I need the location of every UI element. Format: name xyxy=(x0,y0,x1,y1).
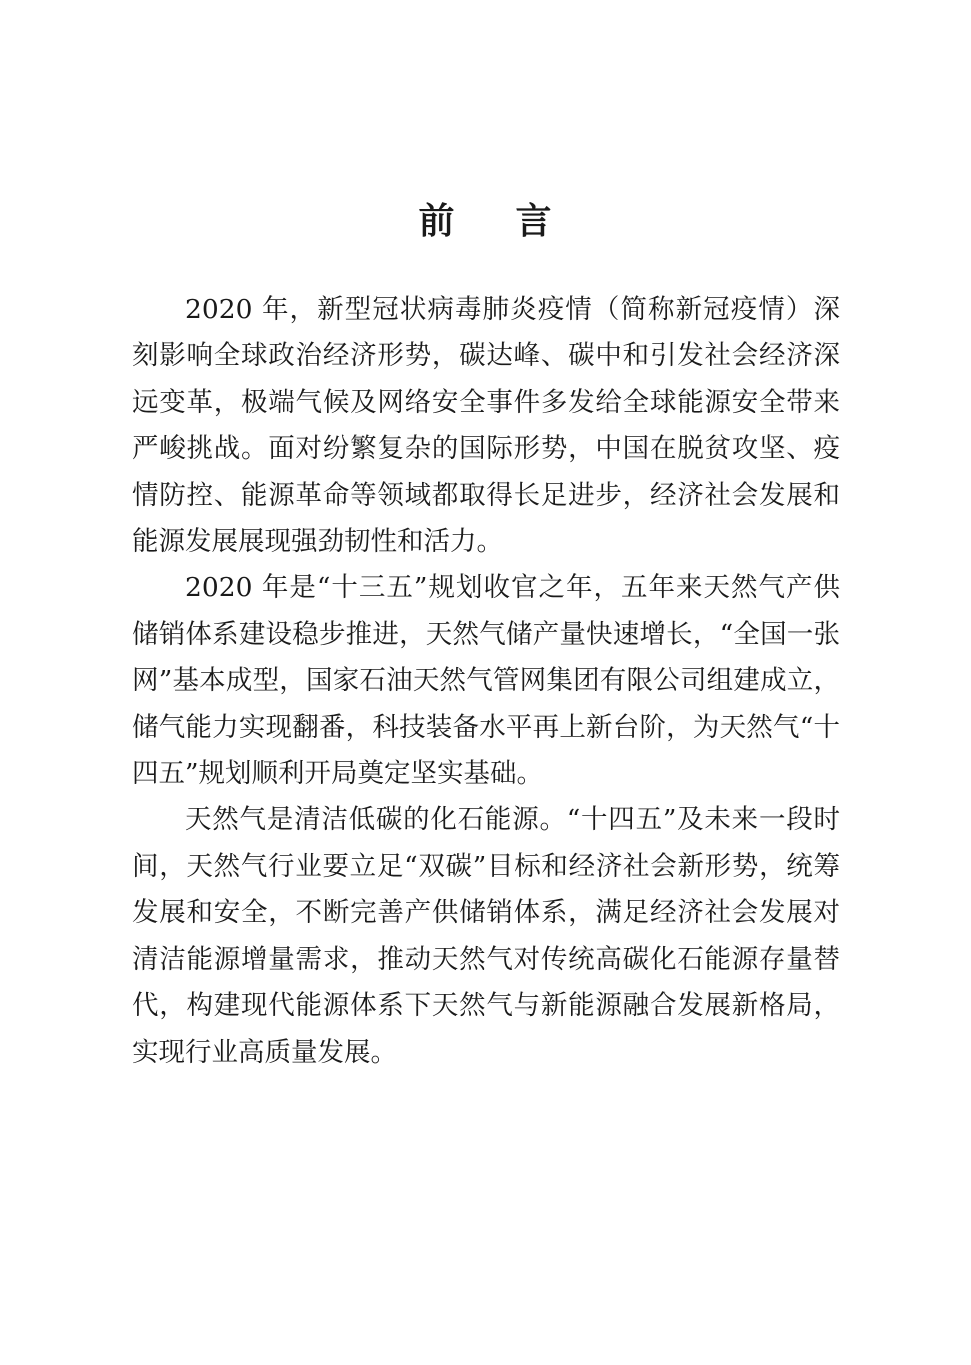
page-title-char-2: 言 xyxy=(515,201,553,242)
page-title xyxy=(0,196,971,248)
preface-paragraph-2: 2020 年是“十三五”规划收官之年，五年来天然气产供储销体系建设稳步推进，天然气储产量快速增长，“全国一张网”基本成型，国家石油天然气管网集团有限公司组建成立，储气能力实现翻番，科技装备水平再上新台阶，为天然气“十四五”规划顺利开局奠定坚实基础。 xyxy=(132,572,840,790)
preface-paragraph-1: 2020 年，新型冠状病毒肺炎疫情（简称新冠疫情）深刻影响全球政治经济形势，碳达峰、碳中和引发社会经济深远变革，极端气候及网络安全事件多发给全球能源安全带来严峻挑战。面对纷繁复杂的国际形势，中国在脱贫攻坚、疫情防控、能源革命等领域都取得长足进步，经济社会发展和能源发展展现强劲韧性和活力。 xyxy=(132,294,840,558)
page-title-char-1: 前 xyxy=(418,201,456,242)
preface-body xyxy=(132,287,840,1076)
preface-paragraph-3: 天然气是清洁低碳的化石能源。“十四五”及未来一段时间，天然气行业要立足“双碳”目标和经济社会新形势，统筹发展和安全，不断完善产供储销体系，满足经济社会发展对清洁能源增量需求，推动天然气对传统高碳化石能源存量替代，构建现代能源体系下天然气与新能源融合发展新格局，实现行业高质量发展。 xyxy=(132,804,840,1068)
